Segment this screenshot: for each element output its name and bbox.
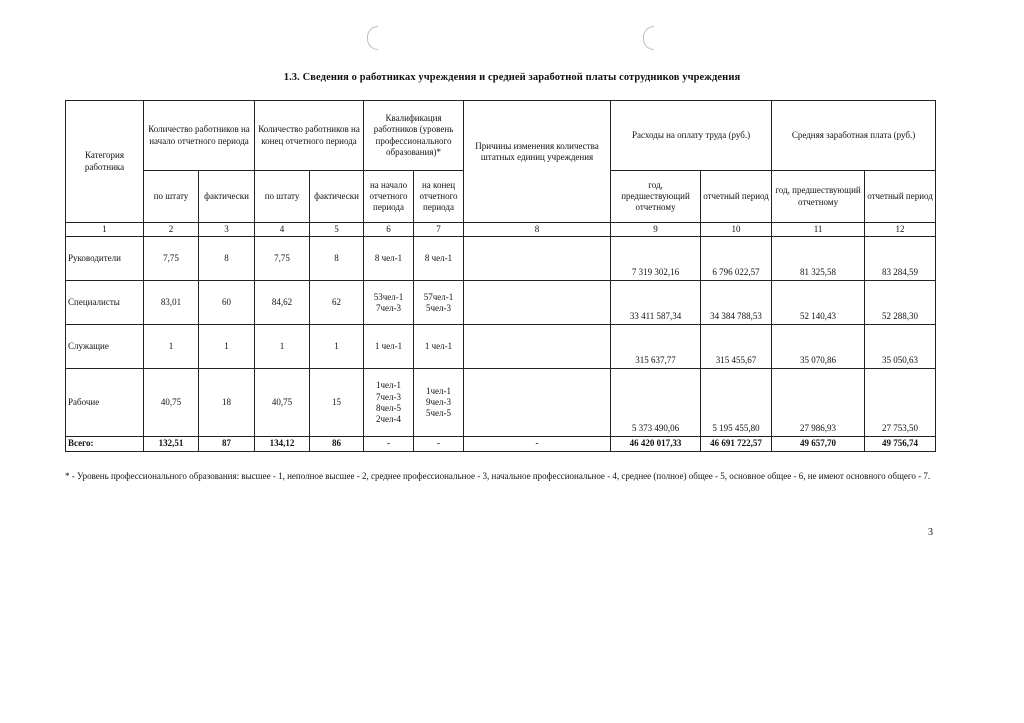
column-number: 2 [144,223,199,237]
cell-exp-report: 5 195 455,80 [701,369,772,437]
row-category: Служащие [66,325,144,369]
cell-start-actual: 60 [199,281,255,325]
cell-end-staff: 1 [255,325,310,369]
punch-hole-mark [643,26,654,50]
header-avg-salary: Средняя заработная плата (руб.) [772,101,936,171]
cell-end-actual: 62 [310,281,364,325]
column-number: 12 [865,223,936,237]
cell-qual-end: 1 чел-1 [414,325,464,369]
column-number: 7 [414,223,464,237]
cell-sal-prev: 35 070,86 [772,325,865,369]
page-title: 1.3. Сведения о работниках учреждения и средней заработной платы сотрудников учреждения [283,72,741,83]
total-sal-prev: 49 657,70 [772,437,865,451]
cell-sal-report: 27 753,50 [865,369,936,437]
cell-end-staff: 40,75 [255,369,310,437]
total-start-actual: 87 [199,437,255,451]
table-row [66,281,936,325]
cell-start-staff: 83,01 [144,281,199,325]
cell-start-actual: 8 [199,237,255,281]
column-number: 5 [310,223,364,237]
header-qualification: Квалификация работников (уровень профессионального образования)* [364,101,464,171]
column-number: 3 [199,223,255,237]
header-end-count: Количество работников на конец отчетного периода [255,101,364,171]
header-report-period: отчетный период [701,171,772,223]
cell-reason [464,369,611,437]
cell-start-staff: 1 [144,325,199,369]
cell-end-staff: 7,75 [255,237,310,281]
header-expenses: Расходы на оплату труда (руб.) [611,101,772,171]
header-report-period: отчетный период [865,171,936,223]
header-row-1 [66,101,936,171]
total-end-staff: 134,12 [255,437,310,451]
column-number-row [66,223,936,237]
column-number: 11 [772,223,865,237]
total-end-actual: 86 [310,437,364,451]
total-start-staff: 132,51 [144,437,199,451]
column-number: 10 [701,223,772,237]
header-qual-start: на начало отчетного периода [364,171,414,223]
cell-sal-report: 52 288,30 [865,281,936,325]
cell-sal-report: 83 284,59 [865,237,936,281]
cell-end-staff: 84,62 [255,281,310,325]
row-category: Руководители [66,237,144,281]
column-number: 1 [66,223,144,237]
header-by-staff: по штату [255,171,310,223]
cell-start-actual: 18 [199,369,255,437]
cell-sal-report: 35 050,63 [865,325,936,369]
cell-exp-report: 6 796 022,57 [701,237,772,281]
cell-exp-prev: 5 373 490,06 [611,369,701,437]
cell-exp-prev: 33 411 587,34 [611,281,701,325]
cell-sal-prev: 52 140,43 [772,281,865,325]
cell-exp-prev: 7 319 302,16 [611,237,701,281]
cell-qual-end: 1чел-1 9чел-3 5чел-5 [414,369,464,437]
page-number: 3 [928,527,933,538]
total-exp-prev: 46 420 017,33 [611,437,701,451]
column-number: 9 [611,223,701,237]
cell-qual-end: 8 чел-1 [414,237,464,281]
column-number: 4 [255,223,310,237]
header-qual-end: на конец отчетного периода [414,171,464,223]
header-prev-year: год, предшествующий отчетному [611,171,701,223]
cell-qual-start: 1чел-1 7чел-3 8чел-5 2чел-4 [364,369,414,437]
cell-reason [464,237,611,281]
cell-start-actual: 1 [199,325,255,369]
header-start-count: Количество работников на начало отчетного периода [144,101,255,171]
table-row [66,237,936,281]
cell-qual-start: 8 чел-1 [364,237,414,281]
cell-qual-start: 1 чел-1 [364,325,414,369]
cell-reason [464,325,611,369]
cell-start-staff: 7,75 [144,237,199,281]
total-qual-start: - [364,437,414,451]
row-category: Рабочие [66,369,144,437]
table-row [66,325,936,369]
total-reason: - [464,437,611,451]
punch-hole-mark [367,26,378,50]
cell-exp-prev: 315 637,77 [611,325,701,369]
column-number: 6 [364,223,414,237]
header-prev-year: год, предшествующий отчетному [772,171,865,223]
cell-end-actual: 8 [310,237,364,281]
cell-start-staff: 40,75 [144,369,199,437]
cell-reason [464,281,611,325]
cell-exp-report: 34 384 788,53 [701,281,772,325]
header-category: Категория работника [66,101,144,223]
header-by-staff: по штату [144,171,199,223]
total-row [66,437,936,451]
cell-end-actual: 15 [310,369,364,437]
total-qual-end: - [414,437,464,451]
header-actual: фактически [310,171,364,223]
total-label: Всего: [66,437,144,451]
cell-sal-prev: 27 986,93 [772,369,865,437]
footnote: * - Уровень профессионального образования: высшее - 1, неполное высшее - 2, среднее профессиональное - 3, начальное профессиональное - 4, среднее (полное) общее - 5, основное общее - 6, не имеют основного общего - 7. [65,471,931,481]
row-category: Специалисты [66,281,144,325]
cell-qual-end: 57чел-1 5чел-3 [414,281,464,325]
header-reasons: Причины изменения количества штатных единиц учреждения [464,101,611,223]
table-row [66,369,936,437]
cell-sal-prev: 81 325,58 [772,237,865,281]
cell-exp-report: 315 455,67 [701,325,772,369]
column-number: 8 [464,223,611,237]
cell-end-actual: 1 [310,325,364,369]
cell-qual-start: 53чел-1 7чел-3 [364,281,414,325]
total-exp-report: 46 691 722,57 [701,437,772,451]
staff-salary-table [65,100,936,452]
total-sal-report: 49 756,74 [865,437,936,451]
header-actual: фактически [199,171,255,223]
